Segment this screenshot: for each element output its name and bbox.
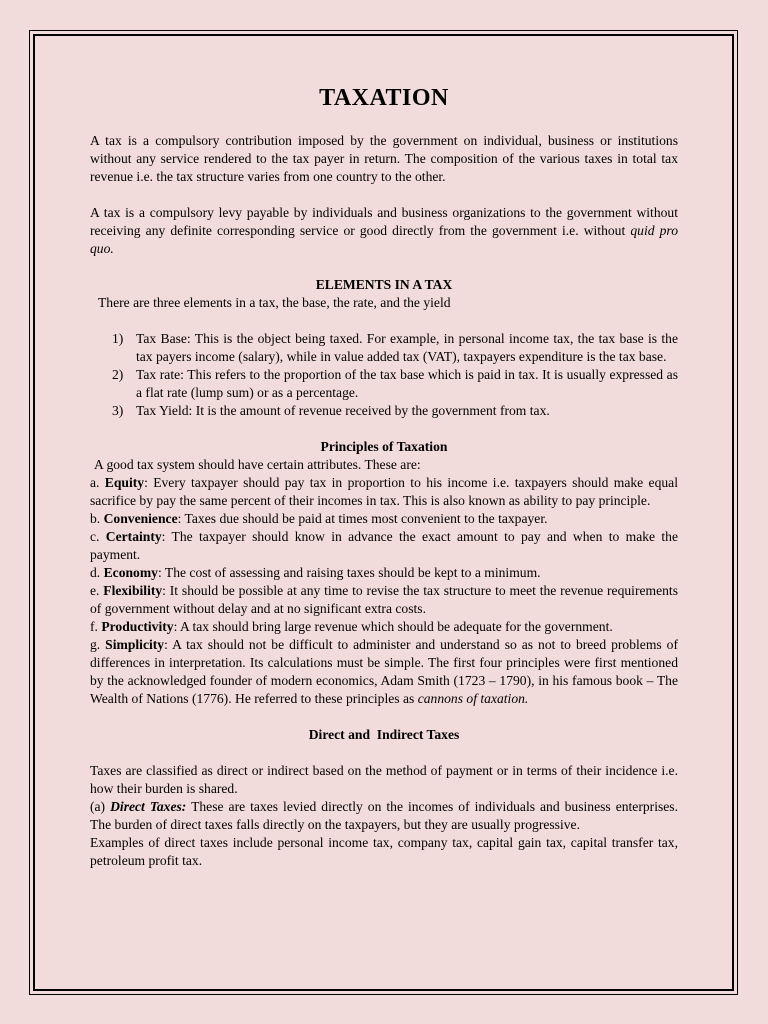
classification-paragraph: Taxes are classified as direct or indirect based on the method of payment or in terms of their incidence i.e. how their burden is shared. bbox=[90, 763, 678, 796]
elements-list bbox=[90, 330, 678, 420]
intro-paragraph-2 bbox=[90, 204, 678, 258]
direct-examples-paragraph: Examples of direct taxes include personal income tax, company tax, capital gain tax, capital transfer tax, petroleum profit tax. bbox=[90, 835, 678, 868]
principle-simplicity: g. Simplicity: A tax should not be difficult to administer and understand so as not to breed problems of differences in interpretation. Its calculations must be simple. The first four principles were first mentioned by the acknowledged founder of modern economics, Adam Smith (1723 – 1790), in his famous book – The Wealth of Nations (1776). He referred to these principles as cannons of taxation. bbox=[90, 637, 678, 706]
document-body bbox=[90, 84, 678, 870]
principle-flexibility: e. Flexibility: It should be possible at any time to revise the tax structure to meet the revenue requirements of government without delay and at no significant extra costs. bbox=[90, 583, 678, 616]
principle-economy: d. Economy: The cost of assessing and raising taxes should be kept to a minimum. bbox=[90, 565, 541, 580]
elements-heading: ELEMENTS IN A TAX bbox=[315, 277, 453, 292]
intro-paragraph-1: A tax is a compulsory contribution imposed by the government on individual, business or institutions without any service rendered to the tax payer in return. The composition of the various taxes in total tax revenue i.e. the tax structure varies from one country to the other. bbox=[90, 133, 678, 184]
direct-indirect-heading: Direct and Indirect Taxes bbox=[308, 727, 460, 742]
document-title: TAXATION bbox=[319, 85, 449, 111]
principle-productivity: f. Productivity: A tax should bring large revenue which should be adequate for the government. bbox=[90, 619, 613, 634]
principle-convenience: b. Convenience: Taxes due should be paid at times most convenient to the taxpayer. bbox=[90, 511, 548, 526]
cannons-italic: cannons of taxation. bbox=[417, 691, 529, 706]
principle-equity: a. Equity: Every taxpayer should pay tax in proportion to his income i.e. taxpayers should make equal sacrifice by pay the same percent of their incomes in tax. This is also known as ability to pay principle. bbox=[90, 475, 678, 508]
direct-taxes-paragraph: (a) Direct Taxes: These are taxes levied directly on the incomes of individuals and business enterprises. The burden of direct taxes falls directly on the taxpayers, but they are usually progressive. bbox=[90, 799, 678, 832]
intro-paragraph-2-text: A tax is a compulsory levy payable by individuals and business organizations to the government without receiving any definite corresponding service or good directly from the government i.e. without bbox=[90, 205, 678, 238]
principles-lead: A good tax system should have certain attributes. These are: bbox=[94, 457, 421, 472]
list-item: 3) Tax Yield: It is the amount of revenue received by the government from tax. bbox=[112, 403, 550, 418]
list-item: 2) Tax rate: This refers to the proportion of the tax base which is paid in tax. It is usually expressed as a flat rate (lump sum) or as a percentage. bbox=[112, 367, 678, 400]
elements-lead: There are three elements in a tax, the base, the rate, and the yield bbox=[98, 295, 451, 310]
quid-pro-quo-italic: quid pro quo. bbox=[90, 223, 678, 256]
principle-certainty: c. Certainty: The taxpayer should know in advance the exact amount to pay and when to make the payment. bbox=[90, 529, 678, 562]
principles-heading: Principles of Taxation bbox=[320, 439, 448, 454]
list-item: 1) Tax Base: This is the object being taxed. For example, in personal income tax, the tax base is the tax payers income (salary), while in value added tax (VAT), taxpayers expenditure is the tax base. bbox=[112, 331, 678, 364]
